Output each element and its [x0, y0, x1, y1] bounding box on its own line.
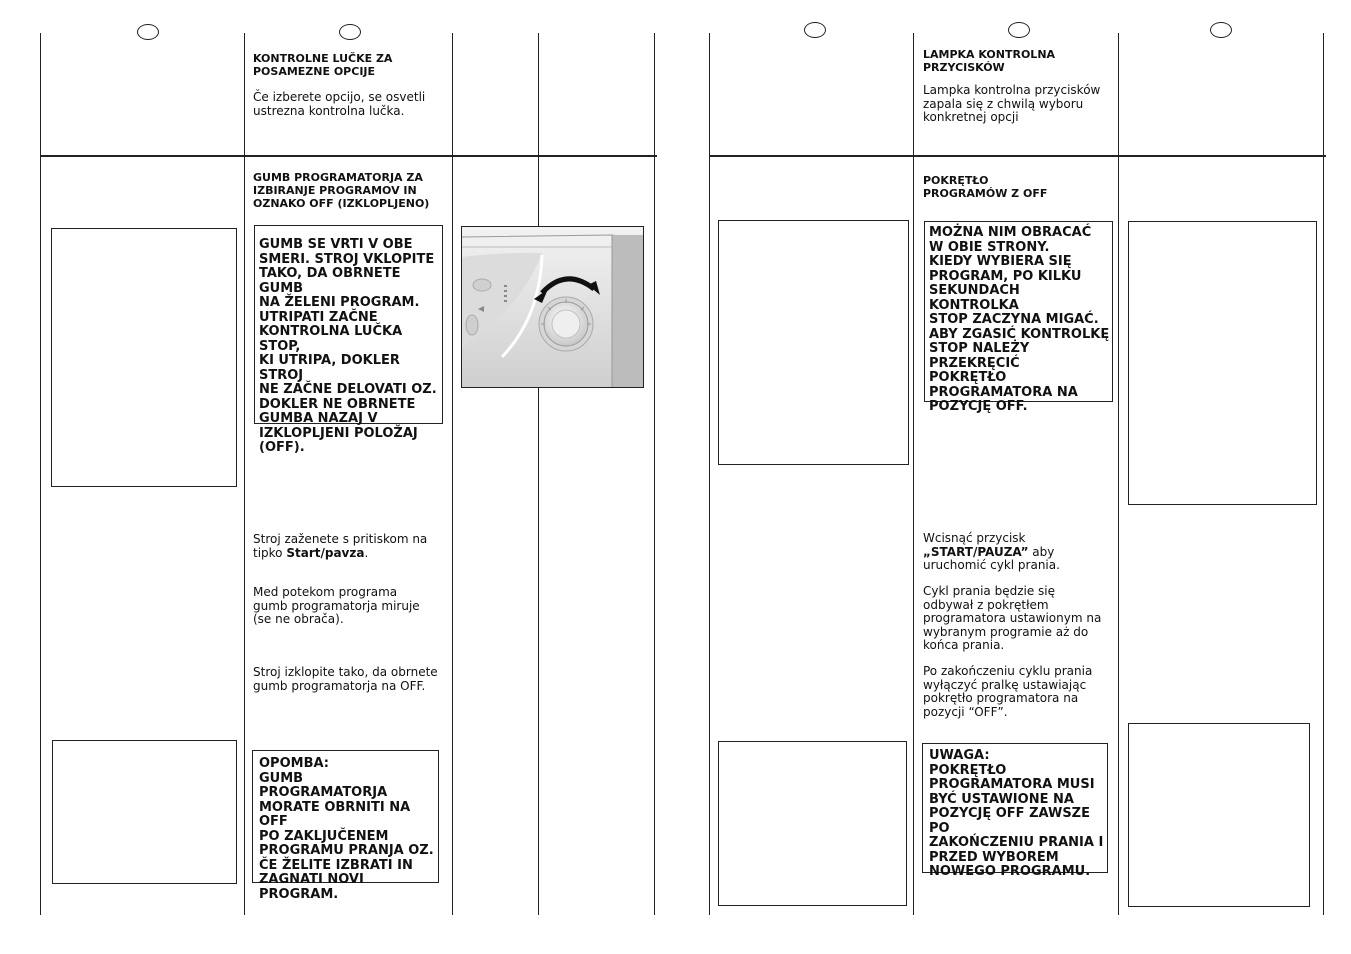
section-divider — [40, 155, 657, 157]
language-marker — [137, 24, 159, 40]
empty-frame — [718, 741, 907, 906]
start-pause-button-label: Start/pavza — [286, 545, 365, 560]
start-instruction-text-pl: Wcisnąć przycisk „START/PAUZA” aby uruchomić cykl prania. — [923, 531, 1060, 572]
section-heading-programme-knob: GUMB PROGRAMATORJA ZA IZBIRANJE PROGRAMOV IN OZNAKO OFF (IZKLOPLJENO) — [253, 171, 430, 210]
column-divider — [913, 33, 914, 915]
column-divider — [244, 33, 245, 915]
during-programme-text-pl: Cykl prania będzie się odbywał z pokrętłem programatora ustawionym na wybranym programie aż do końca prania. — [923, 584, 1102, 652]
indicator-lights-text: Če izberete opcijo, se osvetli ustrezna kontrolna lučka. — [253, 90, 426, 118]
note-box-pl: UWAGA: POKRĘTŁO PROGRAMATORA MUSI BYĆ USTAWIONE NA POZYCJĘ OFF ZAWSZE PO ZAKOŃCZENIU PRANIA I PRZED WYBOREM NOWEGO PROGRAMU. — [922, 743, 1108, 873]
column-divider — [709, 33, 710, 915]
note-box: OPOMBA: GUMB PROGRAMATORJA MORATE OBRNITI NA OFF PO ZAKLJUČENEM PROGRAMU PRANJA OZ. ČE ŽELITE IZBRATI IN ZAGNATI NOVI PROGRAM. — [252, 750, 439, 883]
language-marker — [804, 22, 826, 38]
column-divider — [1118, 33, 1119, 915]
column-divider — [1323, 33, 1324, 915]
language-marker — [339, 24, 361, 40]
switch-off-text: Stroj izklopite tako, da obrnete gumb programatorja na OFF. — [253, 665, 438, 693]
switch-off-text-pl: Po zakończeniu cyklu prania wyłączyć pralkę ustawiając pokrętło programatora na pozycji “OFF”. — [923, 664, 1093, 719]
section-heading-programme-knob-pl: POKRĘTŁO PROGRAMÓW Z OFF — [923, 174, 1048, 200]
programme-knob-illustration — [461, 226, 644, 388]
start-pause-button-label-pl: „START/PAUZA” — [923, 544, 1029, 559]
empty-frame — [718, 220, 909, 465]
empty-frame — [1128, 221, 1317, 505]
section-heading-indicator-lights-pl: LAMPKA KONTROLNA PRZYCISKÓW — [923, 48, 1056, 74]
language-marker — [1008, 22, 1030, 38]
warning-box: GUMB SE VRTI V OBE SMERI. STROJ VKLOPITE TAKO, DA OBRNETE GUMB NA ŽELENI PROGRAM. UTRIPATI ZAČNE KONTROLNA LUČKA STOP, KI UTRIPA, DOKLER STROJ NE ZAČNE DELOVATI OZ. DOKLER NE OBRNETE GUMBA NAZAJ V IZKLOPLJENI POLOŽAJ (OFF). — [254, 225, 443, 424]
column-divider — [538, 33, 539, 915]
indicator-lights-text-pl: Lampka kontrolna przycisków zapala się z chwilą wyboru konkretnej opcji — [923, 83, 1101, 124]
empty-frame — [1128, 723, 1310, 907]
column-divider — [654, 33, 655, 915]
warning-box-pl: MOŻNA NIM OBRACAĆ W OBIE STRONY. KIEDY WYBIERA SIĘ PROGRAM, PO KILKU SEKUNDACH KONTROLKA STOP ZACZYNA MIGAĆ. ABY ZGASIĆ KONTROLKĘ STOP NALEŻY PRZEKRĘCIĆ POKRĘTŁO PROGRAMATORA NA POZYCJĘ OFF. — [924, 221, 1113, 402]
start-instruction-text: Stroj zaženete s pritiskom na tipko Start/pavza. — [253, 532, 428, 560]
during-programme-text: Med potekom programa gumb programatorja miruje (se ne obrača). — [253, 585, 420, 626]
language-marker — [1210, 22, 1232, 38]
empty-frame — [52, 740, 237, 884]
section-heading-indicator-lights: KONTROLNE LUČKE ZA POSAMEZNE OPCIJE — [253, 52, 393, 78]
section-divider — [709, 155, 1326, 157]
empty-frame — [51, 228, 237, 487]
washing-machine-panel-icon — [462, 227, 643, 387]
column-divider — [40, 33, 41, 915]
column-divider — [452, 33, 453, 915]
